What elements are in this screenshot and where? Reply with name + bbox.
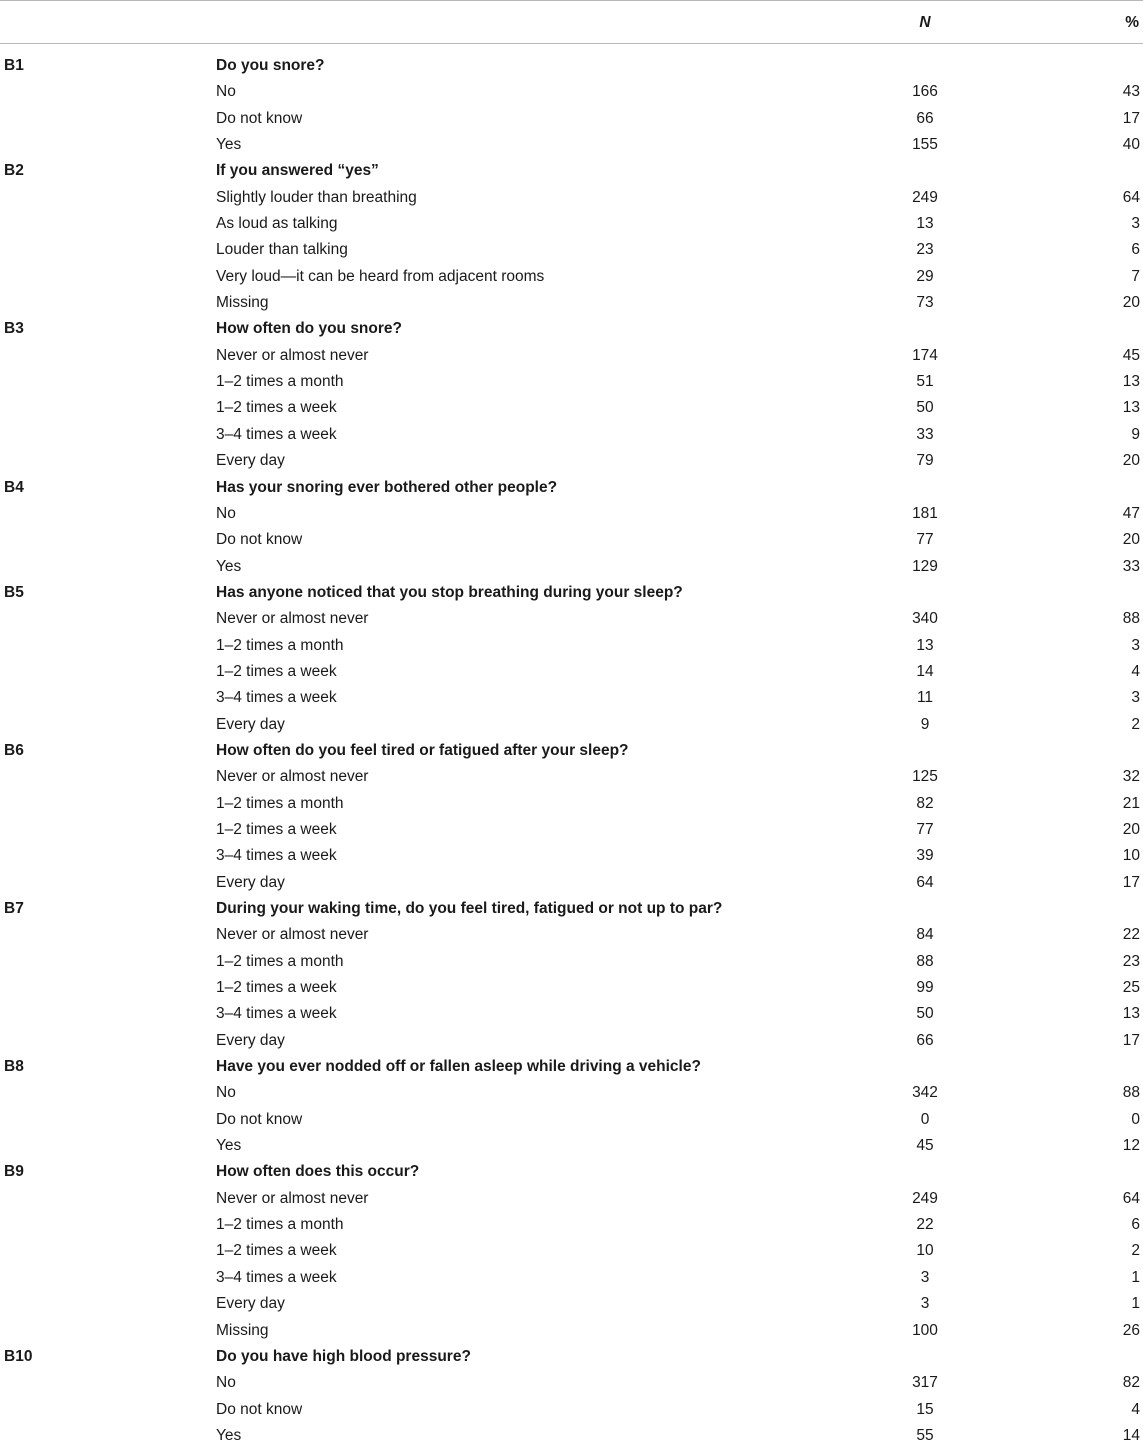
percent-cell: 64 [1122, 188, 1140, 206]
table-row [0, 343, 1143, 369]
table-row [0, 1212, 1143, 1238]
percent-cell: 32 [1122, 768, 1140, 786]
question-code: B10 [4, 1347, 33, 1365]
table-row [0, 106, 1143, 132]
count-cell: 66 [916, 1031, 934, 1049]
count-cell: 129 [912, 557, 938, 575]
percent-cell: 22 [1122, 926, 1140, 944]
percent-cell: 13 [1122, 1005, 1140, 1023]
percent-cell: 33 [1122, 557, 1140, 575]
table-row [0, 922, 1143, 948]
percent-cell: 47 [1122, 504, 1140, 522]
percent-cell: 0 [1131, 1110, 1140, 1128]
percent-cell: 13 [1122, 373, 1140, 391]
table-row [0, 975, 1143, 1001]
count-cell: 13 [916, 636, 934, 654]
table-row [0, 633, 1143, 659]
table-row [0, 1370, 1143, 1396]
answer-label: Never or almost never [216, 346, 369, 364]
count-cell: 249 [912, 1189, 938, 1207]
answer-label: 1–2 times a month [216, 952, 344, 970]
answer-label: 3–4 times a week [216, 1005, 337, 1023]
answer-label: Never or almost never [216, 768, 369, 786]
question-text: How often do you snore? [216, 320, 402, 338]
percent-cell: 3 [1131, 636, 1140, 654]
percent-cell: 20 [1122, 820, 1140, 838]
percent-cell: 23 [1122, 952, 1140, 970]
answer-label: Never or almost never [216, 926, 369, 944]
question-row [0, 738, 1143, 764]
table-row [0, 1423, 1143, 1449]
answer-label: 1–2 times a week [216, 662, 337, 680]
header-n: N [919, 14, 931, 31]
count-cell: 249 [912, 188, 938, 206]
question-row [0, 53, 1143, 79]
percent-cell: 3 [1131, 689, 1140, 707]
table-row [0, 237, 1143, 263]
count-cell: 77 [916, 820, 934, 838]
question-text: Has anyone noticed that you stop breathing during your sleep? [216, 583, 683, 601]
header-percent: % [1125, 14, 1139, 31]
table-row [0, 685, 1143, 711]
count-cell: 13 [916, 215, 934, 233]
percent-cell: 7 [1131, 267, 1140, 285]
answer-label: Louder than talking [216, 241, 348, 259]
answer-label: Every day [216, 1031, 285, 1049]
percent-cell: 64 [1122, 1189, 1140, 1207]
table-row [0, 949, 1143, 975]
percent-cell: 20 [1122, 452, 1140, 470]
answer-label: Yes [216, 1137, 242, 1155]
answer-label: 3–4 times a week [216, 1268, 337, 1286]
question-text: If you answered “yes” [216, 162, 379, 180]
count-cell: 23 [916, 241, 934, 259]
table-row [0, 1238, 1143, 1264]
table-row [0, 764, 1143, 790]
count-cell: 9 [920, 715, 930, 733]
answer-label: Do not know [216, 109, 303, 127]
count-cell: 100 [912, 1321, 938, 1339]
answer-label: No [216, 83, 236, 101]
answer-label: Do not know [216, 1400, 303, 1418]
count-cell: 99 [916, 979, 934, 997]
answer-label: 1–2 times a month [216, 373, 344, 391]
question-text: Do you have high blood pressure? [216, 1347, 471, 1365]
answer-label: 1–2 times a month [216, 794, 344, 812]
percent-cell: 17 [1122, 109, 1140, 127]
percent-cell: 12 [1122, 1137, 1140, 1155]
table-row [0, 1133, 1143, 1159]
count-cell: 45 [916, 1137, 934, 1155]
table-row [0, 395, 1143, 421]
percent-cell: 1 [1131, 1268, 1140, 1286]
percent-cell: 10 [1122, 847, 1140, 865]
count-cell: 22 [916, 1216, 934, 1234]
table-header [0, 0, 1143, 44]
question-code: B7 [4, 900, 24, 917]
count-cell: 55 [916, 1426, 934, 1444]
table-row [0, 817, 1143, 843]
percent-cell: 14 [1122, 1426, 1140, 1444]
count-cell: 10 [916, 1242, 934, 1260]
answer-label: 1–2 times a week [216, 979, 337, 997]
answer-label: Slightly louder than breathing [216, 188, 417, 206]
table-body [0, 53, 1143, 1449]
answer-label: 3–4 times a week [216, 847, 337, 865]
question-row [0, 475, 1143, 501]
question-code: B6 [4, 741, 24, 759]
question-text: How often does this occur? [216, 1163, 420, 1181]
count-cell: 84 [916, 926, 934, 944]
count-cell: 174 [912, 346, 938, 364]
answer-label: 1–2 times a week [216, 1242, 337, 1260]
question-text: Have you ever nodded off or fallen asleep while driving a vehicle? [216, 1058, 701, 1076]
count-cell: 88 [916, 952, 934, 970]
answer-label: Never or almost never [216, 610, 369, 628]
percent-cell: 6 [1131, 241, 1140, 259]
table-row [0, 712, 1143, 738]
percent-cell: 20 [1122, 294, 1140, 312]
percent-cell: 6 [1131, 1216, 1140, 1234]
count-cell: 340 [912, 610, 938, 628]
percent-cell: 17 [1122, 873, 1140, 891]
question-row [0, 896, 1143, 922]
question-row [0, 316, 1143, 342]
answer-label: Every day [216, 873, 285, 891]
percent-cell: 2 [1131, 715, 1140, 733]
count-cell: 66 [916, 109, 934, 127]
table-row [0, 501, 1143, 527]
percent-cell: 43 [1122, 83, 1140, 101]
question-text: Has your snoring ever bothered other people? [216, 478, 558, 496]
table-row [0, 79, 1143, 105]
count-cell: 14 [916, 662, 934, 680]
count-cell: 82 [916, 794, 934, 812]
count-cell: 342 [912, 1084, 938, 1102]
percent-cell: 21 [1122, 794, 1140, 812]
table-row [0, 1318, 1143, 1344]
table-row [0, 554, 1143, 580]
answer-label: Every day [216, 452, 285, 470]
table-row [0, 791, 1143, 817]
table-row [0, 1028, 1143, 1054]
answer-label: 1–2 times a month [216, 636, 344, 654]
count-cell: 51 [916, 373, 934, 391]
answer-label: No [216, 1374, 236, 1392]
question-text: Do you snore? [216, 57, 325, 74]
question-code: B5 [4, 583, 24, 601]
percent-cell: 40 [1122, 136, 1140, 154]
table-row [0, 527, 1143, 553]
table-row [0, 132, 1143, 158]
count-cell: 155 [912, 136, 938, 154]
answer-label: Every day [216, 715, 285, 733]
table-row [0, 448, 1143, 474]
answer-label: Missing [216, 1321, 269, 1339]
table-row [0, 264, 1143, 290]
question-code: B3 [4, 320, 24, 338]
percent-cell: 4 [1131, 662, 1140, 680]
table-row [0, 1291, 1143, 1317]
count-cell: 79 [916, 452, 934, 470]
count-cell: 73 [916, 294, 934, 312]
percent-cell: 9 [1131, 425, 1140, 443]
percent-cell: 20 [1122, 531, 1140, 549]
percent-cell: 82 [1122, 1374, 1140, 1392]
count-cell: 77 [916, 531, 934, 549]
count-cell: 0 [920, 1110, 930, 1128]
table-row [0, 1080, 1143, 1106]
count-cell: 166 [912, 83, 938, 101]
question-code: B4 [4, 478, 24, 496]
answer-label: 3–4 times a week [216, 689, 337, 707]
answer-label: Very loud—it can be heard from adjacent rooms [216, 267, 545, 285]
table-row [0, 369, 1143, 395]
question-row [0, 1159, 1143, 1185]
answer-label: Do not know [216, 531, 303, 549]
table-row [0, 606, 1143, 632]
table-row [0, 290, 1143, 316]
table-row [0, 1265, 1143, 1291]
count-cell: 317 [912, 1374, 938, 1392]
question-text: During your waking time, do you feel tired, fatigued or not up to par? [216, 900, 723, 917]
answer-label: No [216, 1084, 236, 1102]
table-row [0, 843, 1143, 869]
answer-label: Yes [216, 557, 242, 575]
question-row [0, 158, 1143, 184]
question-code: B8 [4, 1058, 24, 1076]
question-code: B1 [4, 57, 24, 74]
answer-label: Every day [216, 1295, 285, 1313]
count-cell: 33 [916, 425, 934, 443]
count-cell: 50 [916, 399, 934, 417]
answer-label: No [216, 504, 236, 522]
answer-label: As loud as talking [216, 215, 338, 233]
percent-cell: 4 [1131, 1400, 1140, 1418]
table-row [0, 1001, 1143, 1027]
table-row [0, 1107, 1143, 1133]
answer-label: 1–2 times a week [216, 820, 337, 838]
count-cell: 64 [916, 873, 934, 891]
count-cell: 50 [916, 1005, 934, 1023]
table-row [0, 659, 1143, 685]
answer-label: Never or almost never [216, 1189, 369, 1207]
answer-label: 1–2 times a month [216, 1216, 344, 1234]
percent-cell: 25 [1122, 979, 1140, 997]
count-cell: 3 [920, 1268, 930, 1286]
answer-label: Yes [216, 136, 242, 154]
table-row [0, 870, 1143, 896]
percent-cell: 13 [1122, 399, 1140, 417]
count-cell: 15 [916, 1400, 934, 1418]
count-cell: 39 [916, 847, 934, 865]
answer-label: Missing [216, 294, 269, 312]
table-row [0, 422, 1143, 448]
percent-cell: 88 [1122, 610, 1140, 628]
answer-label: Yes [216, 1426, 242, 1444]
answer-label: 3–4 times a week [216, 425, 337, 443]
table-row [0, 185, 1143, 211]
percent-cell: 3 [1131, 215, 1140, 233]
count-cell: 29 [916, 267, 934, 285]
count-cell: 181 [912, 504, 938, 522]
table-row [0, 1397, 1143, 1423]
question-text: How often do you feel tired or fatigued after your sleep? [216, 741, 629, 759]
count-cell: 125 [912, 768, 938, 786]
question-code: B9 [4, 1163, 24, 1181]
answer-label: Do not know [216, 1110, 303, 1128]
percent-cell: 17 [1122, 1031, 1140, 1049]
percent-cell: 2 [1131, 1242, 1140, 1260]
percent-cell: 1 [1131, 1295, 1140, 1313]
answer-label: 1–2 times a week [216, 399, 337, 417]
count-cell: 3 [920, 1295, 930, 1313]
percent-cell: 88 [1122, 1084, 1140, 1102]
question-row [0, 1344, 1143, 1370]
count-cell: 11 [916, 689, 934, 707]
question-code: B2 [4, 162, 24, 180]
table-row [0, 1186, 1143, 1212]
question-row [0, 1054, 1143, 1080]
percent-cell: 45 [1122, 346, 1140, 364]
question-row [0, 580, 1143, 606]
percent-cell: 26 [1122, 1321, 1140, 1339]
table-row [0, 211, 1143, 237]
